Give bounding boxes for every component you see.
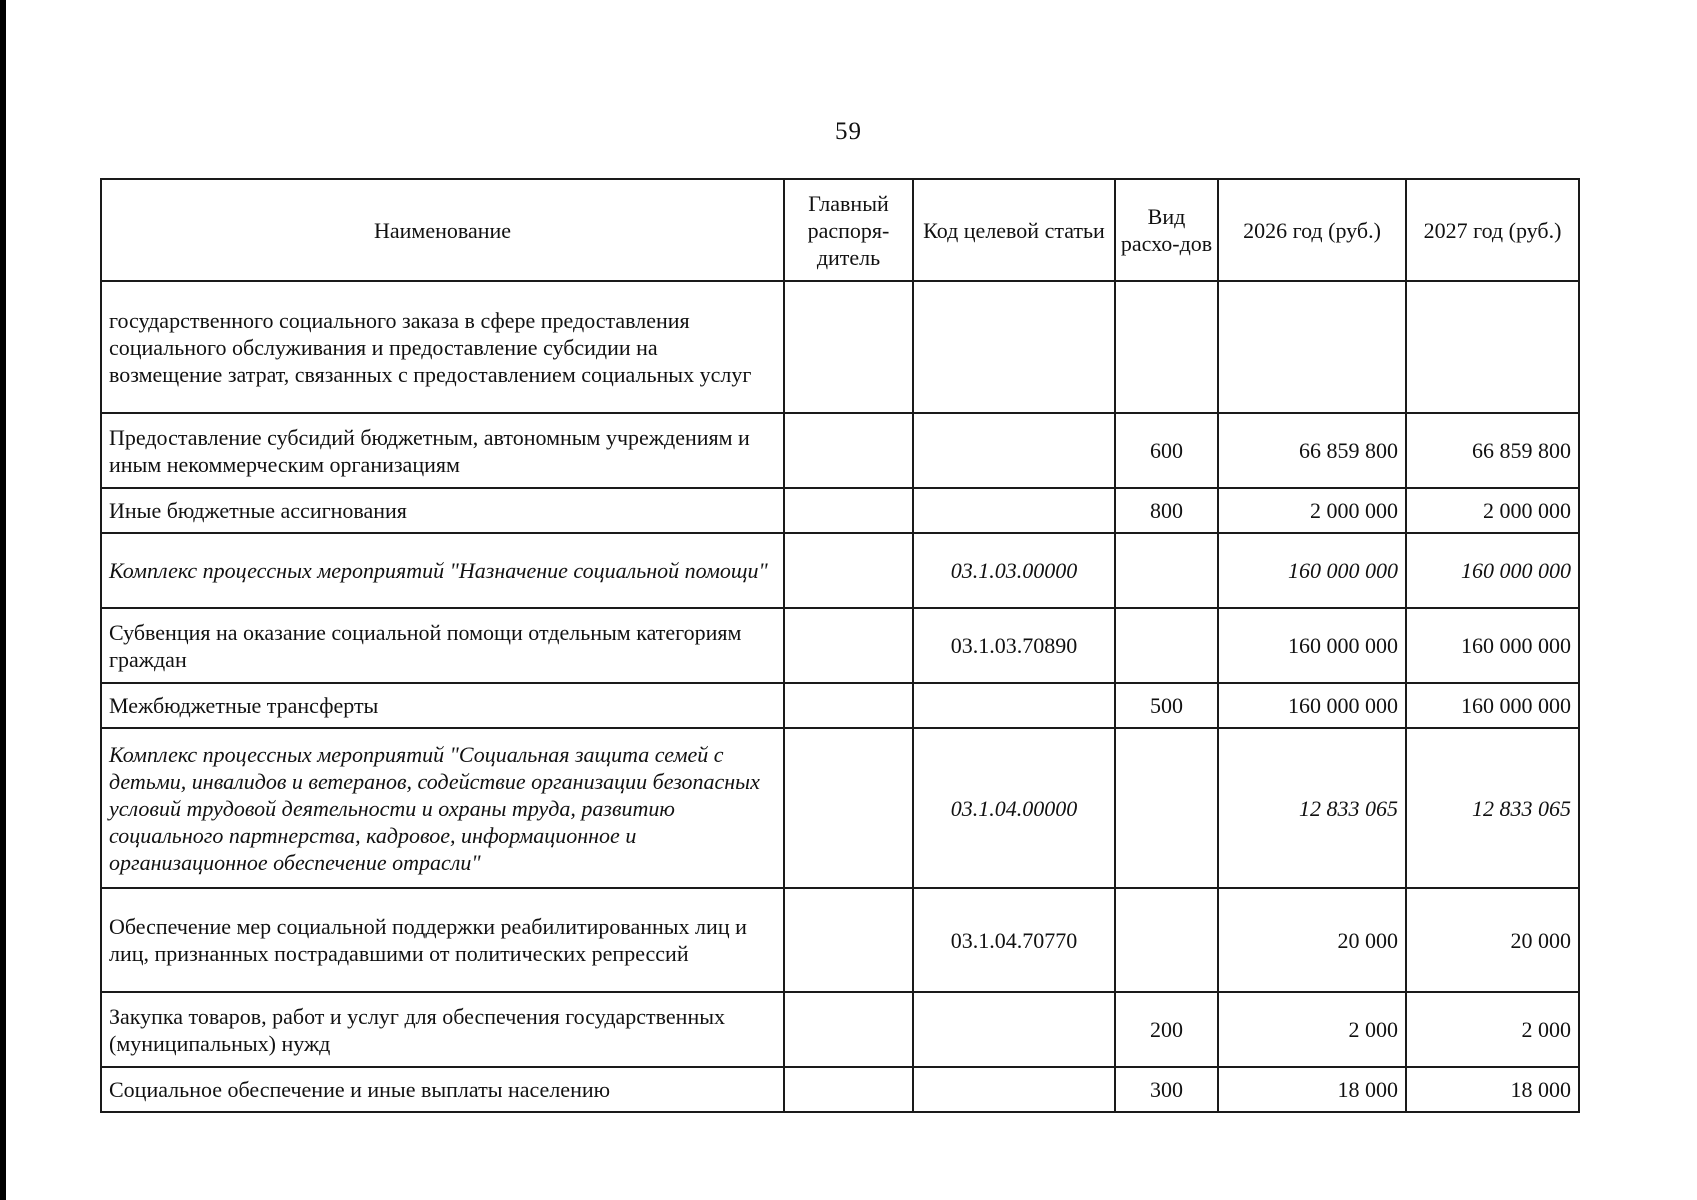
cell-expense-type: 500 (1115, 683, 1218, 728)
col-header-expense-type: Вид расхо-дов (1115, 179, 1218, 281)
cell-year-2026: 2 000 (1218, 992, 1406, 1067)
cell-name: Обеспечение мер социальной поддержки реабилитированных лиц и лиц, признанных пострадавшими от политических репрессий (101, 888, 784, 992)
cell-target-code: 03.1.03.70890 (913, 608, 1115, 683)
table-row (101, 728, 1579, 888)
table-row (101, 683, 1579, 728)
cell-target-code (913, 992, 1115, 1067)
cell-year-2026: 18 000 (1218, 1067, 1406, 1112)
cell-expense-type: 200 (1115, 992, 1218, 1067)
cell-name: Комплекс процессных мероприятий "Назначение социальной помощи" (101, 533, 784, 608)
cell-manager (784, 281, 913, 413)
col-header-target-code: Код целевой статьи (913, 179, 1115, 281)
cell-manager (784, 728, 913, 888)
cell-year-2026: 160 000 000 (1218, 608, 1406, 683)
table-header-row (101, 179, 1579, 281)
table-row (101, 413, 1579, 488)
col-header-name: Наименование (101, 179, 784, 281)
table-row (101, 1067, 1579, 1112)
cell-year-2027: 160 000 000 (1406, 608, 1579, 683)
scan-edge (0, 0, 6, 1200)
cell-expense-type (1115, 281, 1218, 413)
table-row (101, 533, 1579, 608)
table-row (101, 488, 1579, 533)
cell-year-2027: 160 000 000 (1406, 683, 1579, 728)
cell-name: государственного социального заказа в сфере предоставления социального обслуживания и предоставление субсидии на возмещение затрат, связанных с предоставлением социальных услуг (101, 281, 784, 413)
cell-year-2027: 2 000 (1406, 992, 1579, 1067)
cell-expense-type (1115, 728, 1218, 888)
table-row (101, 608, 1579, 683)
cell-expense-type: 800 (1115, 488, 1218, 533)
cell-manager (784, 1067, 913, 1112)
cell-manager (784, 888, 913, 992)
col-header-manager: Главный распоря-дитель (784, 179, 913, 281)
cell-year-2026: 12 833 065 (1218, 728, 1406, 888)
cell-expense-type (1115, 533, 1218, 608)
cell-target-code: 03.1.03.00000 (913, 533, 1115, 608)
cell-year-2026: 160 000 000 (1218, 683, 1406, 728)
cell-name: Иные бюджетные ассигнования (101, 488, 784, 533)
cell-name: Субвенция на оказание социальной помощи отдельным категориям граждан (101, 608, 784, 683)
page-number: 59 (835, 118, 862, 145)
cell-target-code (913, 683, 1115, 728)
cell-expense-type (1115, 608, 1218, 683)
budget-table (100, 178, 1580, 1113)
cell-manager (784, 533, 913, 608)
cell-manager (784, 413, 913, 488)
col-header-year-2027: 2027 год (руб.) (1406, 179, 1579, 281)
table-body (101, 281, 1579, 1112)
cell-expense-type: 600 (1115, 413, 1218, 488)
cell-year-2027: 66 859 800 (1406, 413, 1579, 488)
cell-name: Комплекс процессных мероприятий "Социальная защита семей с детьми, инвалидов и ветеранов, содействие организации безопасных условий трудовой деятельности и охраны труда, развитию социального партнерства, кадровое, информационное и организационное обеспечение отрасли" (101, 728, 784, 888)
cell-manager (784, 488, 913, 533)
table-row (101, 888, 1579, 992)
table-row (101, 992, 1579, 1067)
cell-year-2027: 2 000 000 (1406, 488, 1579, 533)
cell-year-2026 (1218, 281, 1406, 413)
cell-year-2027: 18 000 (1406, 1067, 1579, 1112)
cell-name: Социальное обеспечение и иные выплаты населению (101, 1067, 784, 1112)
cell-target-code (913, 1067, 1115, 1112)
cell-year-2027: 160 000 000 (1406, 533, 1579, 608)
cell-year-2027 (1406, 281, 1579, 413)
cell-manager (784, 683, 913, 728)
cell-name: Закупка товаров, работ и услуг для обеспечения государственных (муниципальных) нужд (101, 992, 784, 1067)
col-header-year-2026: 2026 год (руб.) (1218, 179, 1406, 281)
cell-year-2027: 20 000 (1406, 888, 1579, 992)
cell-target-code (913, 488, 1115, 533)
cell-year-2026: 2 000 000 (1218, 488, 1406, 533)
cell-expense-type (1115, 888, 1218, 992)
cell-target-code: 03.1.04.00000 (913, 728, 1115, 888)
cell-name: Предоставление субсидий бюджетным, автономным учреждениям и иным некоммерческим организациям (101, 413, 784, 488)
cell-expense-type: 300 (1115, 1067, 1218, 1112)
cell-target-code: 03.1.04.70770 (913, 888, 1115, 992)
cell-manager (784, 608, 913, 683)
cell-target-code (913, 413, 1115, 488)
table-row (101, 281, 1579, 413)
cell-year-2026: 160 000 000 (1218, 533, 1406, 608)
cell-year-2026: 20 000 (1218, 888, 1406, 992)
cell-target-code (913, 281, 1115, 413)
cell-year-2026: 66 859 800 (1218, 413, 1406, 488)
cell-year-2027: 12 833 065 (1406, 728, 1579, 888)
cell-name: Межбюджетные трансферты (101, 683, 784, 728)
cell-manager (784, 992, 913, 1067)
